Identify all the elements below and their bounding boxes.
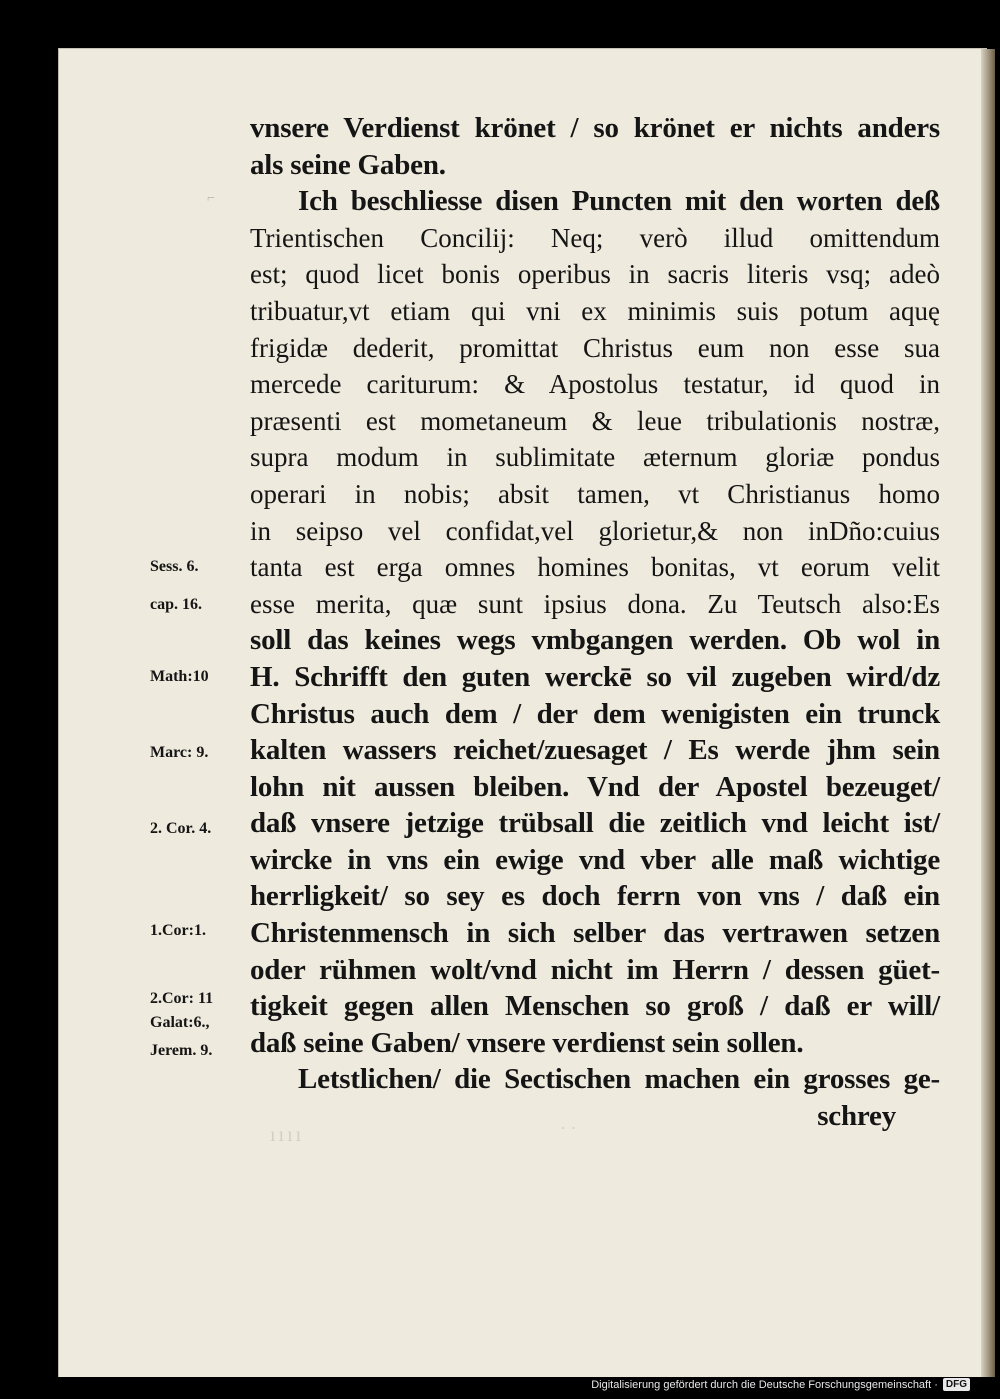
text-line: Letstlichen/ die Sectischen machen ein grosses ge- [298, 1063, 940, 1096]
margin-note: 2.Cor: 11 [150, 990, 214, 1007]
text-line: tigkeit gegen allen Menschen so groß / daß er will/ [250, 990, 940, 1023]
text-line: esse merita, quæ sunt ipsius dona. Zu Teutsch also:Es [250, 588, 940, 619]
text-line: Ich beschliesse disen Puncten mit den worten deß [298, 185, 940, 218]
text-line: vnsere Verdienst krönet / so krönet er nichts anders [250, 112, 940, 144]
text-line: præsenti est mometaneum & leue tribulationis nostræ, [250, 405, 940, 436]
text-line: H. Schrifft den guten werckē so vil zugeben wird/dz [250, 660, 940, 693]
margin-note: Math:10 [150, 668, 209, 685]
digitization-footer [591, 1378, 970, 1391]
text-line: est; quod licet bonis operibus in sacris literis vsq; adeò [250, 259, 940, 290]
dfg-logo-icon: DFG [943, 1378, 970, 1391]
margin-note: cap. 16. [150, 596, 202, 613]
show-through-ink: · · [560, 1118, 577, 1138]
margin-note: 1.Cor:1. [150, 922, 206, 939]
text-line: kalten wassers reichet/zuesaget / Es werde jhm sein [250, 734, 940, 767]
text-line: daß vnsere jetzige trübsall die zeitlich vnd leicht ist/ [250, 807, 940, 840]
catchword: schrey [817, 1100, 896, 1133]
text-line: Christenmensch in sich selber das vertrawen setzen [250, 917, 940, 950]
text-line: frigidæ dederit, promittat Christus eum non esse sua [250, 332, 940, 363]
body-text [250, 110, 940, 1135]
text-line: Trientischen Concilij: Neq; verò illud omittendum [250, 222, 940, 253]
text-line: soll das keines wegs vmbgangen werden. Ob wol in [250, 624, 940, 657]
margin-note: Jerem. 9. [150, 1042, 213, 1059]
text-line: Christus auch dem / der dem wenigisten ein trunck [250, 697, 940, 730]
text-line: supra modum in sublimitate æternum gloriæ pondus [250, 442, 940, 473]
text-line: oder rühmen wolt/vnd nicht im Herrn / dessen güet- [250, 953, 940, 986]
text-line: operari in nobis; absit tamen, vt Christianus homo [250, 478, 940, 509]
footer-text: Digitalisierung gefördert durch die Deutsche Forschungsgemeinschaft · [591, 1378, 938, 1391]
text-line: herrligkeit/ so sey es doch ferrn von vns / daß ein [250, 880, 940, 913]
text-line: tribuatur,vt etiam qui vni ex minimis suis potum aquę [250, 295, 940, 326]
text-line: in seipso vel confidat,vel glorietur,& non inDño:cuius [250, 515, 940, 546]
text-line: mercede cariturum: & Apostolus testatur, id quod in [250, 369, 940, 400]
text-line: lohn nit aussen bleiben. Vnd der Apostel bezeuget/ [250, 770, 940, 803]
margin-note: Sess. 6. [150, 558, 199, 575]
margin-note: Galat:6., [150, 1014, 210, 1031]
text-line: daß seine Gaben/ vnsere verdienst sein sollen. [250, 1026, 804, 1059]
text-line: als seine Gaben. [250, 148, 446, 181]
text-line: tanta est erga omnes homines bonitas, vt eorum velit [250, 552, 940, 583]
margin-note: Marc: 9. [150, 744, 209, 761]
text-line: wircke in vns ein ewige vnd vber alle maß wichtige [250, 843, 940, 876]
margin-note: 2. Cor. 4. [150, 820, 212, 837]
show-through-ink: ıııı [270, 1124, 305, 1146]
page-mark: ⌐ [207, 191, 215, 206]
